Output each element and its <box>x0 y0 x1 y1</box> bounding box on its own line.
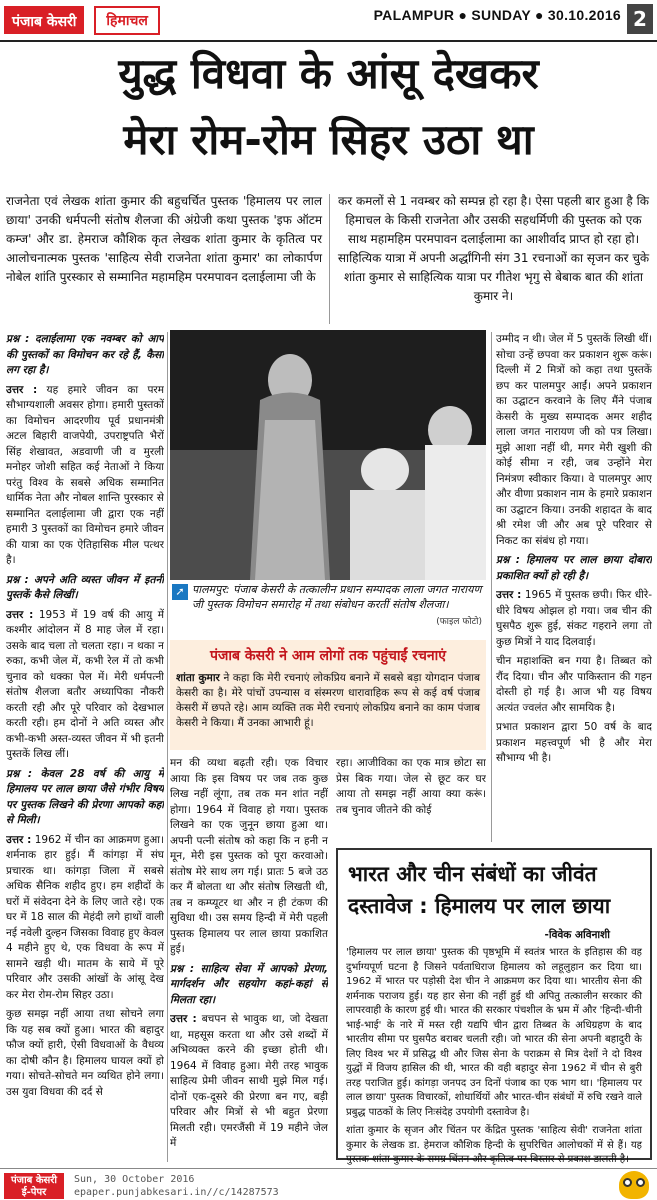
related-story-body <box>338 946 650 1168</box>
epaper-logo-line2: ई-पेपर <box>21 1187 47 1198</box>
column-divider <box>167 332 168 1162</box>
intro-right: कर कमलों से 1 नवम्बर को सम्पन्न हो रहा है। ऐसा पहली बार हुआ है कि हिमाचल के किसी राजनेता और उसकी सहधर्मिणी की पुस्तक को एक साथ महामहिम परमपावन दलाईलामा का आशीर्वाद प्राप्त हो रहा हो। साहित्यिक यात्रा में अपनी अर्द्धांगिनी संग 31 रचनाओं का सृजन कर चुके शांता कुमार से साहित्यिक यात्रा पर गीतेश भृगु से बेबाक बात की शांता कुमार ने। <box>337 194 650 303</box>
interview-paragraph <box>496 588 652 650</box>
caption-text: पालमपुर: पंजाब केसरी के तत्कालीन प्रधान सम्पादक लाला जगत नारायण जी पुस्तक विमोचन समारोह में तथा संबोधन करतीं संतोष शैलजा। <box>192 583 482 611</box>
sidebar-body <box>170 665 486 737</box>
footer-date: Sun, 30 October 2016 <box>74 1174 195 1185</box>
answer-lead: उत्तर : <box>496 589 522 601</box>
section-tag: हिमाचल <box>94 6 159 35</box>
epaper-logo[interactable] <box>4 1173 64 1199</box>
interview-question: प्रश्न : दलाईलामा एक नवम्बर को आप की पुस्तकों का विमोचन कर रहे हैं, कैसा लग रहा है। <box>6 333 164 376</box>
sidebar-lead: शांता कुमार <box>176 672 220 684</box>
column-3-text: रहा। आजीविका का एक मात्र छोटा सा प्रेस बिक गया। जेल से छूट कर घर आया तो समझ नहीं आया क्या करूं। तब चुनाव जीतने की कोई <box>336 757 486 816</box>
related-story-para: शांता कुमार के सृजन और चिंतन पर केंद्रित पुस्तक 'साहित्य सेवी' राजनेता शांता कुमार के लेखक डा. हेमराज कौशिक हिन्दी के सुपरिचित आलोचकों में से हैं। यह पुस्तक शांता कुमार के समग्र चिंतन और कृतित्व पर विस्तार से प्रकाश डालती है। <box>346 1125 642 1165</box>
answer-lead: उत्तर : <box>6 608 34 621</box>
brand-logo[interactable]: पंजाब केसरी <box>4 6 84 34</box>
sidebar-title: पंजाब केसरी ने आम लोगों तक पहुंचाईं रचनाएं <box>210 648 446 664</box>
interview-question: प्रश्न : हिमालय पर लाल छाया दोबारा प्रकाशित क्यों हो रही है। <box>496 554 652 582</box>
related-story-para: 'हिमालय पर लाल छाया' पुस्तक की पृष्ठभूमि में स्वतंत्र भारत के इतिहास की वह दुर्भाग्यपूर्ण घटना है जिसने पर्वताधिराज हिमालय को लहूलुहान कर दिया था। 1962 में भारत पर पड़ोसी देश चीन ने आक्रमण कर दिया था। भारतीय सेना की शर्मनाक पराजय हुई। यह हार सेना की नहीं हुई थी अपितु तत्कालीन सरकार की लापरवाही के कारण हुई थी। भारत की सरकार पंचशील के भ्रम में और 'हिन्दी-चीनी भाई-भाई' के नारे में मस्त रही यद्यपि चीन द्वारा तिब्बत के अधिग्रहण के बाद भारतीय सीमा पर घुसपैठ बराबर चलती रही। जो भारत की सेना अपनी बहादुरी के लिए विश्व भर में प्रसिद्ध थी और जिस सेना के पराक्रम से मित्र देशों ने दो विश्व युद्धों में विजय हासिल की थी, भारत की वही बहादुर सेना 1962 में चीन से बुरी तरह पराजित हुई। कांगड़ा जनपद उन दिनों पंजाब का एक भाग था। 'हिमालय पर लाल छाया' पुस्तक विचारकों, शोधार्थियों और भारत-चीन संबंधों में रुचि रखने वाले प्रबुद्ध पाठकों के लिए निःसंदेह उपयोगी दस्तावेज है। <box>346 947 642 1118</box>
footer-meta <box>74 1173 279 1199</box>
answer-text: 1965 में पुस्तक छपी। फिर धीरे-धीरे विषय ओझल हो गया। जब चीन की घुसपैठ शुरू हुई, संकट गहराने लगा तो कुछ मित्रों ने याद दिलवाई। <box>496 589 652 648</box>
dateline: PALAMPUR ● SUNDAY ● 30.10.2016 <box>373 7 621 23</box>
intro-divider <box>329 194 330 324</box>
article-column-4 <box>496 332 652 842</box>
interview-paragraph <box>6 608 164 763</box>
headline-line-1: युद्ध विधवा के आंसू देखकर <box>118 49 539 98</box>
answer-lead: उत्तर : <box>170 1013 197 1025</box>
column-divider <box>491 332 492 842</box>
interview-question: प्रश्न : अपने अति व्यस्त जीवन में इतनी पुस्तकें कैसे लिखीं। <box>6 573 164 601</box>
interview-paragraph: प्रभात प्रकाशन द्वारा 50 वर्ष के बाद प्रकाशन महत्त्वपूर्ण भी है और मेरा सौभाग्य भी है। <box>496 721 652 764</box>
article-column-2 <box>170 756 328 1166</box>
answer-text: बचपन से भावुक था, जो देखता था, महसूस करता था और उसे शब्दों में अभिव्यक्त करने की इच्छा होती थी। 1964 में विवाह हुआ। मेरी तरह भावुक साहित्य प्रेमी जीवन साथी मुझे मिल गई। दोनों एक-दूसरे की प्रेरणा बन गए, बड़ी परिवार और मित्रों से भी बहुत प्रेरणा मिलती रही। एमरजैंसी में 19 महीने जेल में <box>170 1013 328 1149</box>
interview-paragraph: मन की व्यथा बढ़ती रही। एक विचार आया कि इस विषय पर जब तक कुछ लिख नहीं लूंगा, तब तक मन शांत नहीं होगा। 1964 में विवाह हो गया। पुस्तक लिखने का एक जुनून छाया हुआ था। अपनी पत्नी संतोष को कहा कि न हनी न मून, मेरी इस पुस्तक को पूरा करवाओ। संतोष मेरे साथ लग गई। प्रातः 5 बजे उठ कर मैं बोलता था और संतोष लिखती थी, तब न कम्प्यूटर था और न ही टंकण की सुविधा थी। उस समय हिन्दी में मेरी पहली पुस्तक हिमालय पर लाल छाया प्रकाशित हुई। <box>170 757 328 955</box>
answer-lead: उत्तर : <box>6 383 38 396</box>
owl-icon <box>619 1171 649 1199</box>
photo-caption <box>170 582 486 632</box>
related-story-box <box>336 848 652 1165</box>
answer-text: यह हमारे जीवन का परम सौभाग्यशाली अवसर होगा। हमारी पुस्तकों का विमोचन आदरणीय पूर्व प्रधानमंत्री अटल बिहारी वाजपेयी, उपराष्ट्रपति भैरों सिंह शेखावत, अडवाणी जी व मुरली मनोहर जोशी सहित कई नेताओं ने किया परंतु विश्व के सबसे अधिक सम्मानित धार्मिक नेता और नोबल शान्ति पुरस्कार से सम्मानित दलाईलामा जी द्वारा एक नहीं हमारी 3 पुस्तकों का विमोचन हमारे जीवन की यात्रा का एक ऐतिहासिक मील पत्थर है। <box>6 383 164 566</box>
photo-illustration <box>170 330 486 580</box>
epaper-logo-line1: पंजाब केसरी <box>10 1175 57 1186</box>
sidebar-text: ने कहा कि मेरी रचनाएं लोकप्रिय बनाने में सबसे बड़ा योगदान पंजाब केसरी का है। मेरे पांचों उपन्यास व संस्मरण धारावाहिक रूप से कई वर्ष पंजाब केसरी में छपते रहे। आम व्यक्ति तक मेरी रचनाएं लोकप्रिय बनाने का काम पंजाब केसरी ने किया। मैं उनका आभारी हूं। <box>176 672 481 729</box>
interview-paragraph <box>6 833 164 1004</box>
interview-paragraph: चीन महाशक्ति बन गया है। तिब्बत को रौंद दिया। चीन और पाकिस्तान की गहन दोस्ती हो गई है। आज भी यह विषय अत्यंत ज्वलंत और सामयिक है। <box>496 655 652 714</box>
intro-left: राजनेता एवं लेखक शांता कुमार की बहुचर्चित पुस्तक 'हिमालय पर लाल छाया' उनकी धर्मपत्नी संतोष शैलजा की अंग्रेजी कथा पुस्तक 'इफ ऑटम कम्ज' और डा. हेमराज कौशिक कृत लेखक शांता कुमार के कृतित्व पर आलोचनात्मक पुस्तक 'साहित्य सेवी राजनेता शांता कुमार' का लोकार्पण नोबेल शांति पुरस्कार से सम्मानित महामहिम परमपावन दलाईलामा जी के <box>6 194 322 284</box>
footer <box>0 1168 657 1200</box>
page-number: 2 <box>627 4 653 34</box>
interview-paragraph <box>6 383 164 569</box>
interview-paragraph: उम्मीद न थी। जेल में 5 पुस्तकें लिखी थीं। सोचा उन्हें छपवा कर प्रकाशन शुरू करूं। दिल्ली में 2 मित्रों को कहा तथा पुस्तकें छप कर पालमपुर आईं। अपने प्रकाशन का उद्घाटन करवाने के लिए मैंने पंजाब केसरी के मुख्य सम्पादक अमर शहीद लाला जगत नारायण जी को पत्र लिखा। मुझे आशा नहीं थी, मगर मेरी खुशी की कोई सीमा न रही, जब उन्होंने मेरा निमंत्रण स्वीकार किया। वे पालमपुर आए और वीणा प्रकाशन नाम के हमारे प्रकाशन का उद्घाटन किया। उनकी शहादत के बाद श्री रमेश जी और अब पूरे परिवार से निकट का संबंध हो गया। <box>496 333 652 547</box>
related-story-byline: -विवेक अविनाशी <box>544 929 610 941</box>
answer-text: 1962 में चीन का आक्रमण हुआ। शर्मनाक हार हुई। मैं कांगड़ा में संघ प्रचारक था। कांगड़ा जिला में सबसे अधिक सैनिक शहीद हुए। हम शहीदों के घरों में संवेदना देने के लिए जाते रहे। एक घर में 18 साल की मेहंदी लगे हाथों वाली नई नवेली दुल्हन जिसका विवाह हुए केवल 4 महीने हुए थे, एक विधवा के रूप में सामने खड़ी थी। मातम के साये में पूरे परिवार और उसकी आंखों के आंसू देख कर मेरा रोम-रोम सिहर उठा। <box>6 833 164 1001</box>
sidebar-box <box>170 640 486 750</box>
answer-lead: उत्तर : <box>6 833 32 846</box>
answer-text: 1953 में 19 वर्ष की आयु में कश्मीर आंदोलन में 8 माह जेल में रहा। उसके बाद चला तो चलता रहा। न थका न रुका, कभी जेल में, कभी रेल में तो कभी चुनाव को धक्का पेल में। मेरी धर्मपत्नी संतोष शैलजा बतौर अध्यापिका नौकरी करती रही और पूरे परिवार को देखभाल करती रही। हम दोनों ने अति व्यस्त और कभी-कभी अस्त-व्यस्त जीवन में भी इतनी पुस्तकें लिख लीं। <box>6 608 164 760</box>
interview-question: प्रश्न : साहित्य सेवा में आपको प्रेरणा, मार्गदर्शन और सहयोग कहां-कहां से मिलता रहा। <box>170 962 328 1006</box>
headline-line-2: मेरा रोम-रोम सिहर उठा था <box>123 115 534 164</box>
top-rule <box>0 40 657 42</box>
interview-question: प्रश्न : केवल 28 वर्ष की आयु में हिमालय पर लाल छाया जैसे गंभीर विषय पर पुस्तक लिखने की प्रेरणा आपको कहां से मिली। <box>6 767 164 826</box>
interview-paragraph <box>170 1012 328 1152</box>
event-photo <box>170 330 486 580</box>
related-story-title: भारत और चीन संबंधों का जीवंत दस्तावेज : हिमालय पर लाल छाया <box>348 862 611 918</box>
article-column-1 <box>6 332 164 1164</box>
photo-credit: (फाइल फोटो) <box>436 617 482 627</box>
arrow-icon: ➚ <box>172 584 188 600</box>
article-column-3 <box>336 756 486 844</box>
masthead <box>0 0 657 40</box>
interview-paragraph: कुछ समझ नहीं आया तथा सोचने लगा कि यह सब क्यों हुआ। भारत की बहादुर फौज क्यों हारी, ऐसी विधवाओं के वैधव्य का दोषी कौन है। हिमालय घायल क्यों हो गया। सोचते-सोचते मन व्यथित होने लगा। उस युवा विधवा की दर्द से <box>6 1008 164 1098</box>
footer-url[interactable]: epaper.punjabkesari.in//c/14287573 <box>74 1187 279 1198</box>
